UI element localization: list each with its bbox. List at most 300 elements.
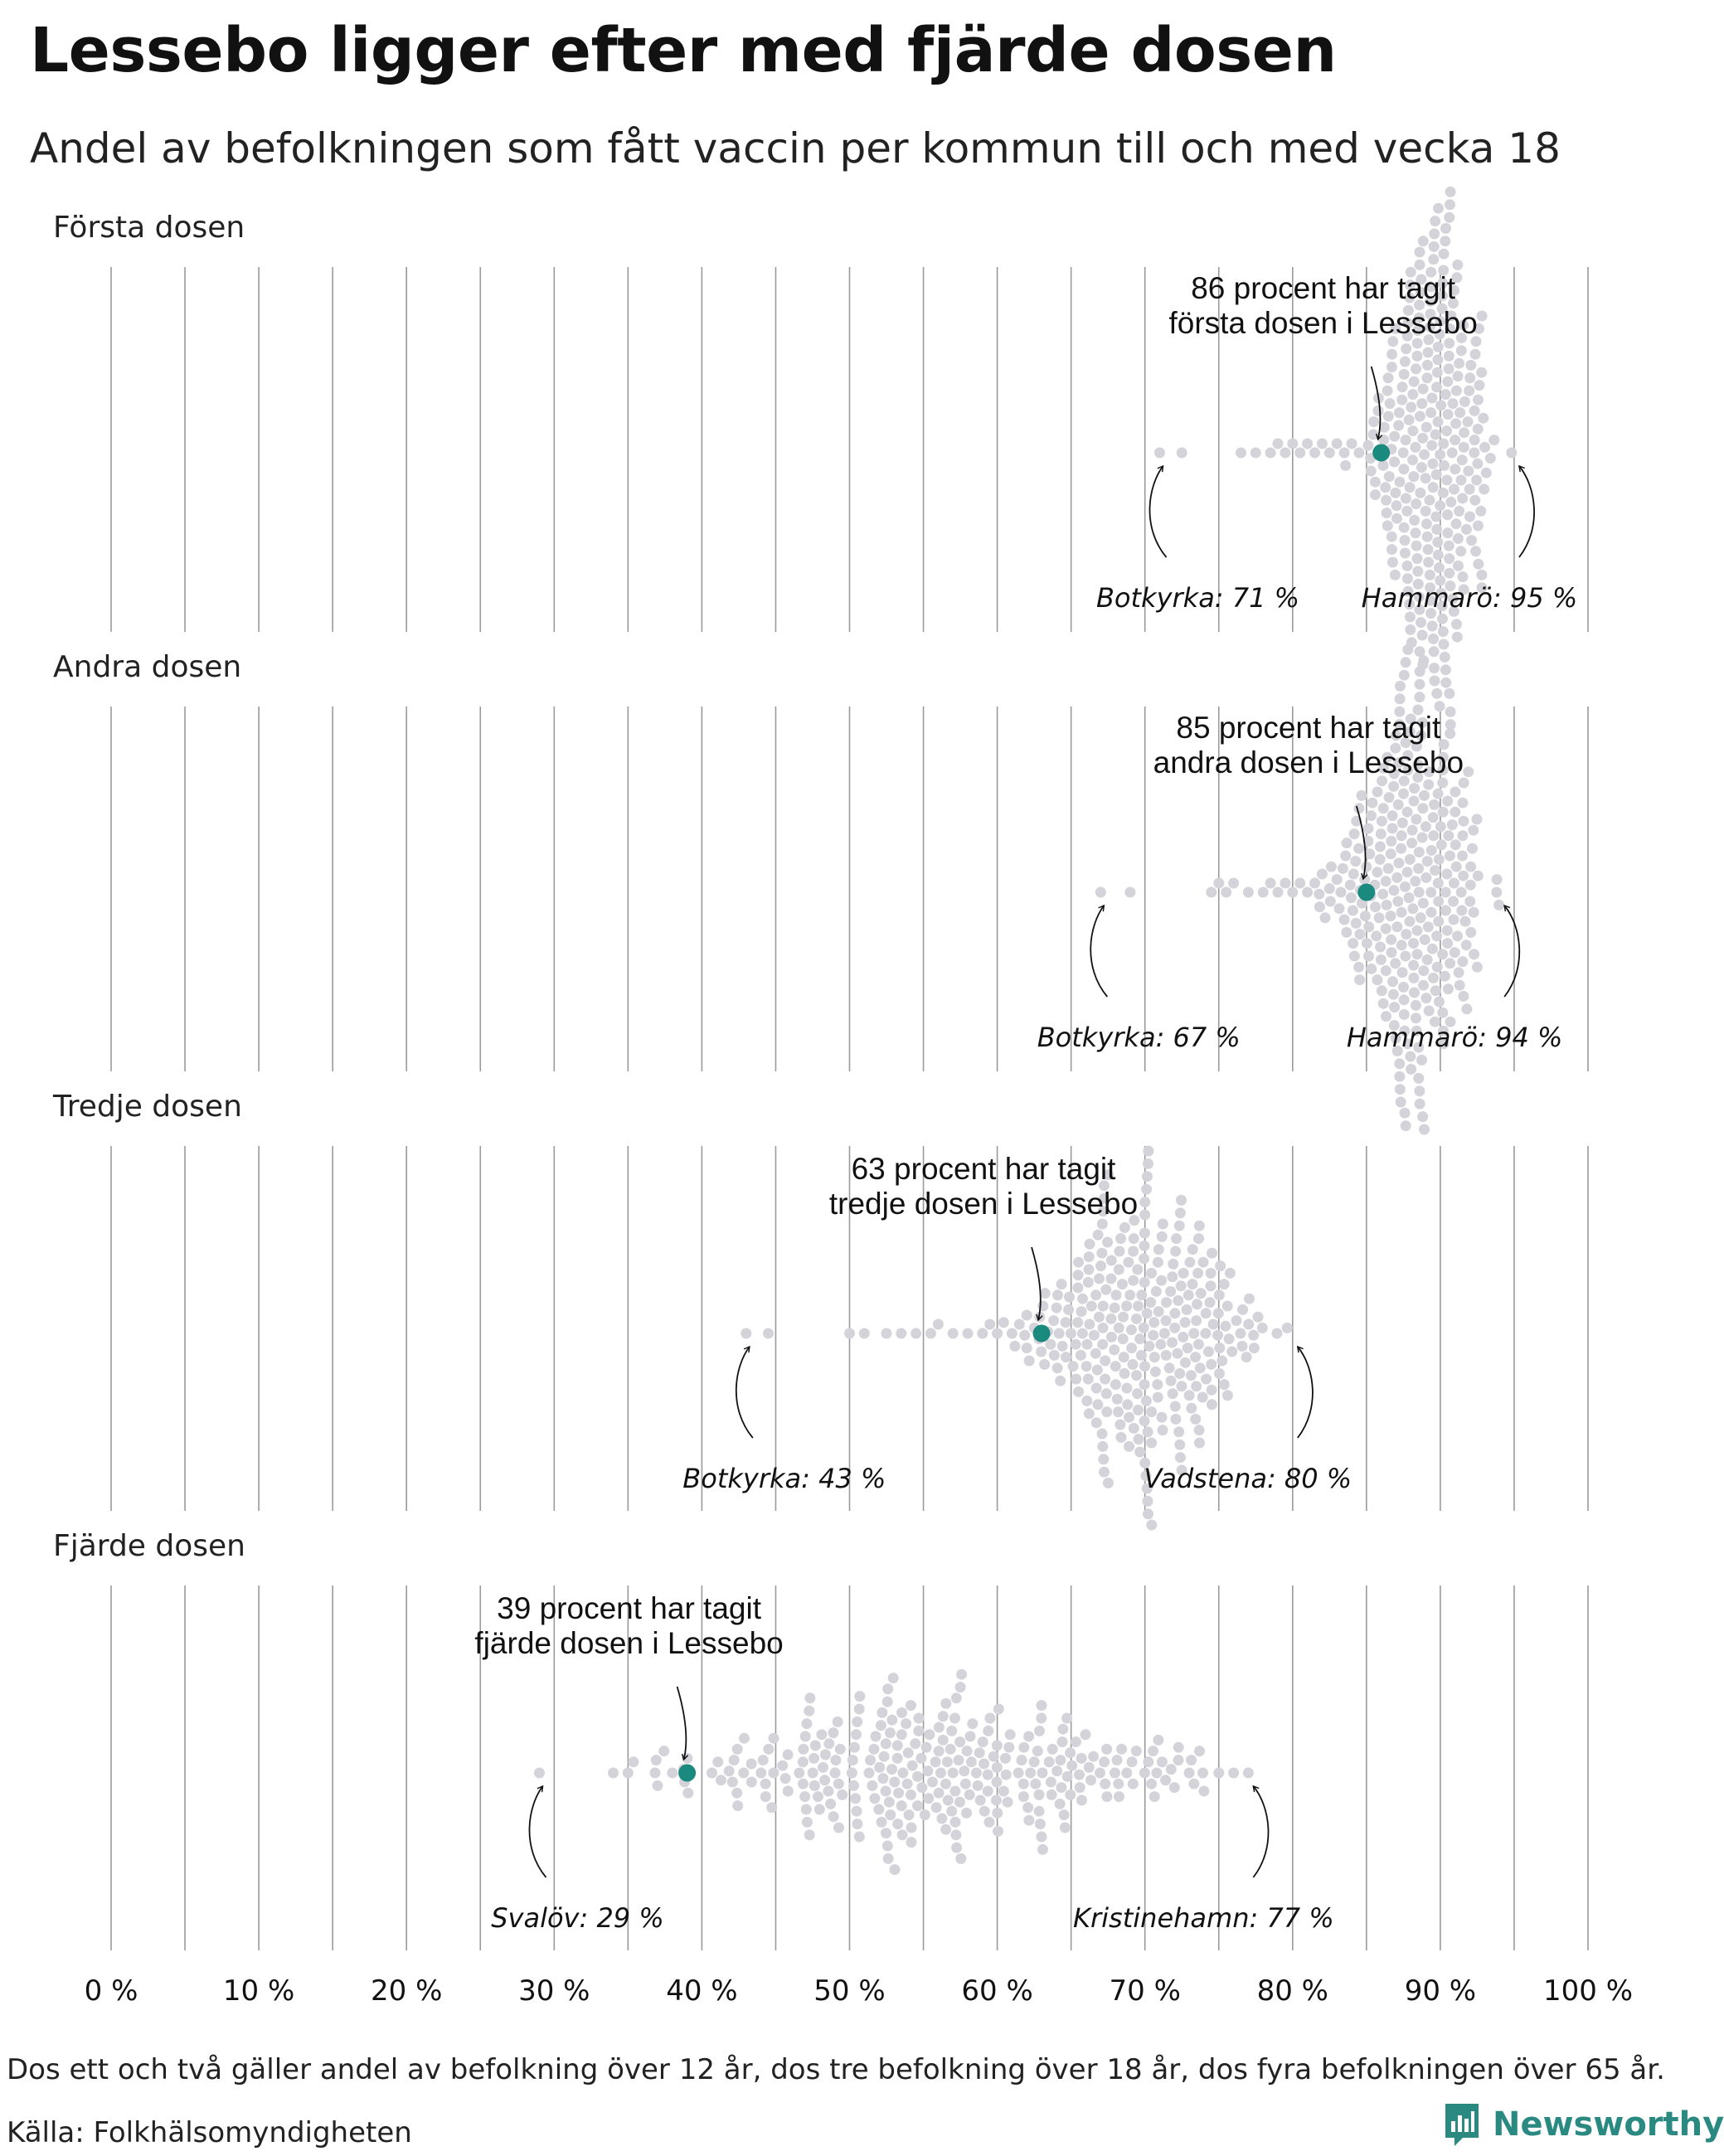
panel-label: Första dosen (53, 211, 245, 245)
municipality-dot (1065, 1747, 1076, 1758)
municipality-dot (877, 1817, 887, 1828)
municipality-dot (1433, 896, 1444, 907)
municipality-dot (1375, 854, 1386, 865)
municipality-dot (1440, 887, 1451, 898)
municipality-dot (1023, 1815, 1034, 1826)
municipality-dot (1186, 1403, 1197, 1414)
municipality-dot (940, 1698, 951, 1709)
municipality-dot (1485, 453, 1496, 464)
municipality-dot (1148, 1330, 1158, 1341)
municipality-dot (816, 1729, 827, 1740)
municipality-dot (1415, 1099, 1425, 1110)
municipality-dot (1085, 1239, 1095, 1250)
municipality-dot (1440, 652, 1450, 663)
municipality-dot (1396, 843, 1406, 854)
municipality-dot (1425, 570, 1435, 580)
municipality-dot (1110, 1303, 1120, 1314)
municipality-dot (809, 1753, 819, 1764)
municipality-dot (1166, 1764, 1177, 1775)
municipality-dot (1399, 670, 1410, 681)
municipality-dot (1389, 1002, 1400, 1012)
municipality-dot (1395, 693, 1406, 704)
municipality-dot (1157, 1231, 1168, 1242)
municipality-dot (1445, 728, 1455, 739)
municipality-dot (1476, 367, 1487, 378)
municipality-dot (852, 1717, 862, 1727)
municipality-dot (1428, 634, 1439, 644)
municipality-dot (1201, 1308, 1212, 1318)
municipality-dot (1213, 1768, 1224, 1779)
municipality-dot (1492, 874, 1503, 885)
municipality-dot (1407, 903, 1418, 914)
municipality-dot (852, 1819, 862, 1829)
municipality-dot (1077, 1328, 1088, 1339)
municipality-dot (830, 1755, 841, 1765)
municipality-dot (1102, 1237, 1113, 1248)
municipality-dot (746, 1759, 757, 1770)
municipality-dot (1334, 903, 1345, 914)
municipality-dot (1186, 1370, 1197, 1381)
municipality-dot (653, 1780, 663, 1791)
municipality-dot (988, 1751, 999, 1762)
municipality-dot (1194, 1746, 1205, 1756)
municipality-dot (876, 1720, 886, 1731)
municipality-dot (1127, 1756, 1138, 1767)
municipality-dot (1206, 887, 1217, 898)
municipality-dot (1097, 1441, 1108, 1452)
municipality-dot (1212, 1330, 1223, 1341)
municipality-dot (1114, 1791, 1124, 1802)
municipality-dot (707, 1768, 717, 1779)
municipality-dot (755, 1768, 766, 1779)
municipality-dot (1096, 1248, 1107, 1259)
municipality-dot (1194, 1221, 1205, 1231)
municipality-dot (731, 1788, 742, 1799)
municipality-dot (847, 1755, 858, 1765)
municipality-dot (780, 1773, 791, 1784)
municipality-dot (1178, 1332, 1188, 1343)
municipality-dot (1386, 910, 1396, 921)
municipality-dot (1057, 1341, 1068, 1352)
municipality-dot (1056, 1279, 1067, 1289)
municipality-dot (1146, 1520, 1157, 1531)
municipality-dot (1244, 1294, 1255, 1304)
municipality-dot (1354, 974, 1365, 985)
municipality-dot (1438, 626, 1449, 637)
municipality-dot (1452, 930, 1463, 941)
municipality-dot (1294, 448, 1305, 459)
municipality-dot (1161, 1297, 1172, 1308)
municipality-dot (1451, 518, 1462, 529)
municipality-dot (1430, 985, 1441, 996)
municipality-dot (1397, 818, 1408, 828)
municipality-dot (1391, 500, 1402, 511)
municipality-dot (729, 1755, 740, 1765)
municipality-dot (1092, 1365, 1103, 1376)
municipality-dot (1158, 1425, 1168, 1435)
municipality-dot (1348, 869, 1359, 880)
municipality-dot (1433, 916, 1444, 927)
municipality-dot (1190, 1414, 1201, 1425)
municipality-dot (801, 1718, 812, 1729)
municipality-dot (1433, 789, 1444, 799)
municipality-dot (1111, 1289, 1122, 1300)
municipality-dot (1126, 1343, 1137, 1353)
municipality-dot (1314, 889, 1324, 900)
municipality-dot (933, 1319, 944, 1330)
municipality-dot (1134, 1447, 1145, 1458)
municipality-dot (1332, 874, 1343, 885)
municipality-dot (1143, 1426, 1153, 1437)
municipality-dot (1338, 863, 1348, 874)
municipality-dot (1458, 991, 1469, 1002)
municipality-dot (1205, 1297, 1216, 1308)
municipality-dot (833, 1717, 843, 1727)
municipality-dot (1428, 812, 1439, 823)
municipality-dot (1385, 398, 1396, 409)
municipality-dot (849, 1742, 860, 1753)
municipality-dot (1421, 422, 1432, 433)
municipality-dot (1302, 439, 1313, 449)
municipality-dot (971, 1768, 982, 1779)
municipality-dot (912, 1771, 923, 1782)
municipality-dot (1005, 1729, 1016, 1740)
municipality-dot (1353, 962, 1364, 973)
municipality-dot (1450, 435, 1460, 445)
municipality-dot (1072, 1283, 1083, 1294)
municipality-dot (1098, 1301, 1109, 1312)
max-label: Vadstena: 80 % (1144, 1463, 1352, 1494)
municipality-dot (950, 1829, 961, 1840)
municipality-dot (1124, 1289, 1135, 1300)
municipality-dot (1370, 901, 1381, 912)
municipality-dot (889, 1777, 900, 1788)
municipality-dot (1119, 1368, 1130, 1379)
municipality-dot (1431, 524, 1442, 535)
municipality-dot (1453, 533, 1464, 544)
municipality-dot (1448, 398, 1459, 409)
municipality-dot (1228, 1768, 1239, 1779)
municipality-dot (830, 1768, 841, 1779)
municipality-dot (1022, 1343, 1032, 1353)
municipality-dot (1430, 512, 1441, 522)
municipality-dot (1412, 925, 1423, 936)
municipality-dot (1101, 1744, 1112, 1755)
municipality-dot (1154, 448, 1165, 459)
municipality-dot (1464, 372, 1475, 383)
municipality-dot (766, 1802, 777, 1813)
panel-4 (53, 1529, 1334, 1934)
municipality-dot (1035, 1819, 1046, 1829)
municipality-dot (1124, 887, 1135, 898)
municipality-dot (1139, 1768, 1150, 1779)
municipality-dot (1226, 1347, 1237, 1357)
chart-subtitle: Andel av befolkningen som fått vaccin per kommun till och med vecka 18 (30, 124, 1561, 172)
municipality-dot (1094, 1312, 1105, 1323)
municipality-dot (1427, 944, 1438, 954)
municipality-dot (1071, 1736, 1081, 1747)
municipality-dot (1371, 930, 1382, 941)
municipality-dot (854, 1832, 865, 1843)
municipality-dot (1055, 1376, 1066, 1386)
municipality-dot (1121, 1768, 1132, 1779)
highlight-dot-lessebo (678, 1765, 696, 1782)
municipality-dot (1444, 688, 1454, 699)
municipality-dot (682, 1788, 693, 1799)
municipality-dot (1415, 666, 1425, 677)
municipality-dot (1178, 1268, 1189, 1279)
municipality-dot (983, 1726, 993, 1736)
municipality-dot (881, 1828, 891, 1838)
municipality-dot (1061, 1352, 1071, 1362)
municipality-dot (1149, 1352, 1160, 1362)
municipality-dot (1430, 865, 1440, 876)
municipality-dot (1174, 1440, 1185, 1450)
municipality-dot (1380, 482, 1391, 493)
municipality-dot (902, 1779, 913, 1789)
municipality-dot (1401, 1120, 1411, 1131)
municipality-dot (1073, 1257, 1084, 1268)
municipality-dot (1452, 260, 1463, 270)
municipality-dot (1073, 1270, 1084, 1280)
municipality-dot (1175, 1207, 1186, 1218)
municipality-dot (1408, 960, 1419, 971)
municipality-dot (1420, 506, 1431, 517)
municipality-dot (991, 1795, 1002, 1806)
municipality-dot (1414, 692, 1425, 702)
highlight-annotation: tredje dosen i Lessebo (828, 1187, 1139, 1221)
municipality-dot (1394, 1071, 1405, 1082)
municipality-dot (1425, 887, 1436, 898)
municipality-dot (984, 1817, 995, 1828)
municipality-dot (760, 1791, 771, 1802)
municipality-dot (1220, 1321, 1231, 1332)
municipality-dot (1115, 1420, 1125, 1430)
municipality-dot (1273, 439, 1284, 449)
municipality-dot (746, 1777, 757, 1788)
municipality-dot (1378, 998, 1389, 1009)
municipality-dot (1206, 1268, 1217, 1279)
municipality-dot (1045, 1339, 1056, 1350)
municipality-dot (1128, 1359, 1139, 1370)
municipality-dot (903, 1747, 914, 1758)
municipality-dot (1048, 1315, 1059, 1326)
municipality-dot (992, 1808, 1003, 1819)
min-label: Botkyrka: 71 % (1095, 582, 1300, 614)
municipality-dot (945, 1744, 956, 1755)
municipality-dot (1095, 1260, 1106, 1271)
municipality-dot (967, 1718, 978, 1729)
municipality-dot (1082, 1339, 1093, 1350)
municipality-dot (1039, 1359, 1050, 1370)
municipality-dot (1090, 1289, 1101, 1300)
municipality-dot (1091, 1417, 1102, 1428)
municipality-dot (1388, 989, 1399, 1000)
municipality-dot (1431, 469, 1442, 480)
municipality-dot (1188, 1779, 1199, 1789)
municipality-dot (1170, 1401, 1181, 1412)
municipality-dot (949, 1713, 960, 1724)
municipality-dot (940, 1779, 951, 1789)
municipality-dot (658, 1746, 669, 1756)
municipality-dot (1363, 921, 1374, 932)
municipality-dot (1474, 380, 1484, 391)
source-text: Källa: Folkhälsomyndigheten (7, 2116, 412, 2149)
municipality-dot (1437, 614, 1448, 624)
x-tick-label: 90 % (1404, 1974, 1477, 2008)
municipality-dot (1148, 1746, 1158, 1756)
municipality-dot (1388, 885, 1399, 896)
municipality-dot (1180, 1357, 1191, 1368)
municipality-dot (938, 1711, 949, 1721)
municipality-dot (820, 1750, 831, 1760)
municipality-dot (783, 1786, 794, 1797)
municipality-dot (1457, 956, 1468, 967)
municipality-dot (938, 1735, 949, 1746)
municipality-dot (1393, 857, 1404, 868)
municipality-dot (936, 1814, 947, 1824)
municipality-dot (935, 1768, 946, 1779)
municipality-dot (878, 1773, 889, 1784)
municipality-dot (913, 1726, 924, 1736)
municipality-dot (1457, 830, 1468, 841)
municipality-dot (1441, 869, 1452, 880)
municipality-dot (1195, 1362, 1206, 1373)
municipality-dot (854, 1691, 865, 1702)
municipality-dot (1055, 1799, 1066, 1809)
municipality-dot (1447, 819, 1458, 830)
municipality-dot (1092, 1399, 1103, 1410)
municipality-dot (1459, 442, 1469, 453)
municipality-dot (925, 1328, 936, 1339)
municipality-dot (1309, 878, 1320, 889)
municipality-dot (1399, 522, 1410, 533)
municipality-dot (1157, 1756, 1168, 1767)
municipality-dot (739, 1733, 750, 1744)
municipality-dot (1444, 541, 1454, 551)
municipality-dot (1440, 677, 1451, 688)
municipality-dot (1470, 349, 1481, 360)
municipality-dot (1113, 1406, 1124, 1417)
municipality-dot (955, 1853, 966, 1864)
municipality-dot (783, 1750, 794, 1760)
municipality-dot (1273, 887, 1284, 898)
municipality-dot (1412, 949, 1423, 959)
municipality-dot (1158, 1219, 1168, 1230)
municipality-dot (1051, 1765, 1062, 1776)
municipality-dot (1213, 878, 1224, 889)
municipality-dot (1407, 389, 1418, 400)
municipality-dot (1399, 1009, 1410, 1020)
municipality-dot (1149, 1317, 1159, 1328)
municipality-dot (1231, 1315, 1242, 1326)
municipality-dot (1167, 1338, 1178, 1348)
municipality-dot (798, 1756, 809, 1767)
municipality-dot (1376, 954, 1386, 965)
municipality-dot (1440, 971, 1450, 982)
municipality-dot (1428, 482, 1439, 493)
municipality-dot (1133, 1405, 1144, 1415)
municipality-dot (716, 1775, 726, 1785)
municipality-dot (1438, 439, 1449, 449)
municipality-dot (1169, 1308, 1180, 1318)
municipality-dot (794, 1768, 804, 1779)
municipality-dot (1084, 1265, 1095, 1275)
municipality-dot (1228, 878, 1239, 889)
municipality-dot (800, 1731, 811, 1742)
municipality-dot (1488, 435, 1499, 445)
municipality-dot (892, 1819, 903, 1829)
municipality-dot (1173, 1742, 1184, 1753)
municipality-dot (954, 1755, 964, 1765)
municipality-dot (1225, 1268, 1236, 1279)
municipality-dot (1314, 901, 1325, 912)
municipality-dot (1430, 430, 1441, 440)
municipality-dot (1412, 566, 1423, 577)
municipality-dot (1428, 973, 1439, 983)
municipality-dot (1287, 439, 1298, 449)
municipality-dot (1400, 535, 1411, 546)
municipality-dot (1134, 1434, 1144, 1445)
municipality-dot (1075, 1782, 1085, 1793)
municipality-dot (844, 1328, 855, 1339)
municipality-dot (951, 1843, 962, 1853)
municipality-dot (882, 1841, 893, 1852)
municipality-dot (1408, 938, 1419, 949)
municipality-dot (1473, 521, 1484, 532)
municipality-dot (804, 1706, 814, 1717)
municipality-dot (1450, 418, 1461, 429)
municipality-dot (1418, 898, 1429, 909)
municipality-dot (906, 1837, 917, 1848)
municipality-dot (1153, 1392, 1163, 1403)
municipality-dot (1464, 896, 1475, 907)
municipality-dot (1131, 1314, 1142, 1324)
chart-title: Lessebo ligger efter med fjärde dosen (30, 15, 1337, 86)
max-label: Hammarö: 95 % (1361, 582, 1578, 614)
municipality-dot (1351, 918, 1362, 929)
municipality-dot (1404, 415, 1415, 425)
municipality-dot (1406, 838, 1417, 848)
municipality-dot (768, 1768, 779, 1779)
municipality-dot (1445, 707, 1456, 717)
municipality-dot (1466, 535, 1477, 546)
municipality-dot (1384, 471, 1395, 482)
municipality-dot (1139, 1415, 1150, 1426)
municipality-dot (1022, 1310, 1032, 1321)
municipality-dot (1207, 1385, 1217, 1396)
municipality-dot (1382, 900, 1392, 910)
municipality-dot (1100, 1356, 1110, 1367)
annotation-arrow (677, 1687, 687, 1760)
municipality-dot (1409, 515, 1420, 526)
municipality-dot (1368, 416, 1379, 427)
municipality-dot (922, 1765, 933, 1776)
municipality-dot (874, 1762, 885, 1773)
municipality-dot (1342, 838, 1352, 848)
municipality-dot (1350, 856, 1361, 867)
municipality-dot (1175, 1452, 1186, 1463)
municipality-dot (1100, 1779, 1110, 1789)
max-arrow (1298, 1347, 1313, 1438)
municipality-dot (892, 1753, 903, 1764)
municipality-dot (1168, 1259, 1178, 1270)
municipality-dot (956, 1669, 967, 1680)
municipality-dot (1472, 459, 1483, 469)
municipality-dot (964, 1789, 975, 1800)
municipality-dot (883, 1853, 894, 1864)
municipality-dot (974, 1747, 985, 1758)
